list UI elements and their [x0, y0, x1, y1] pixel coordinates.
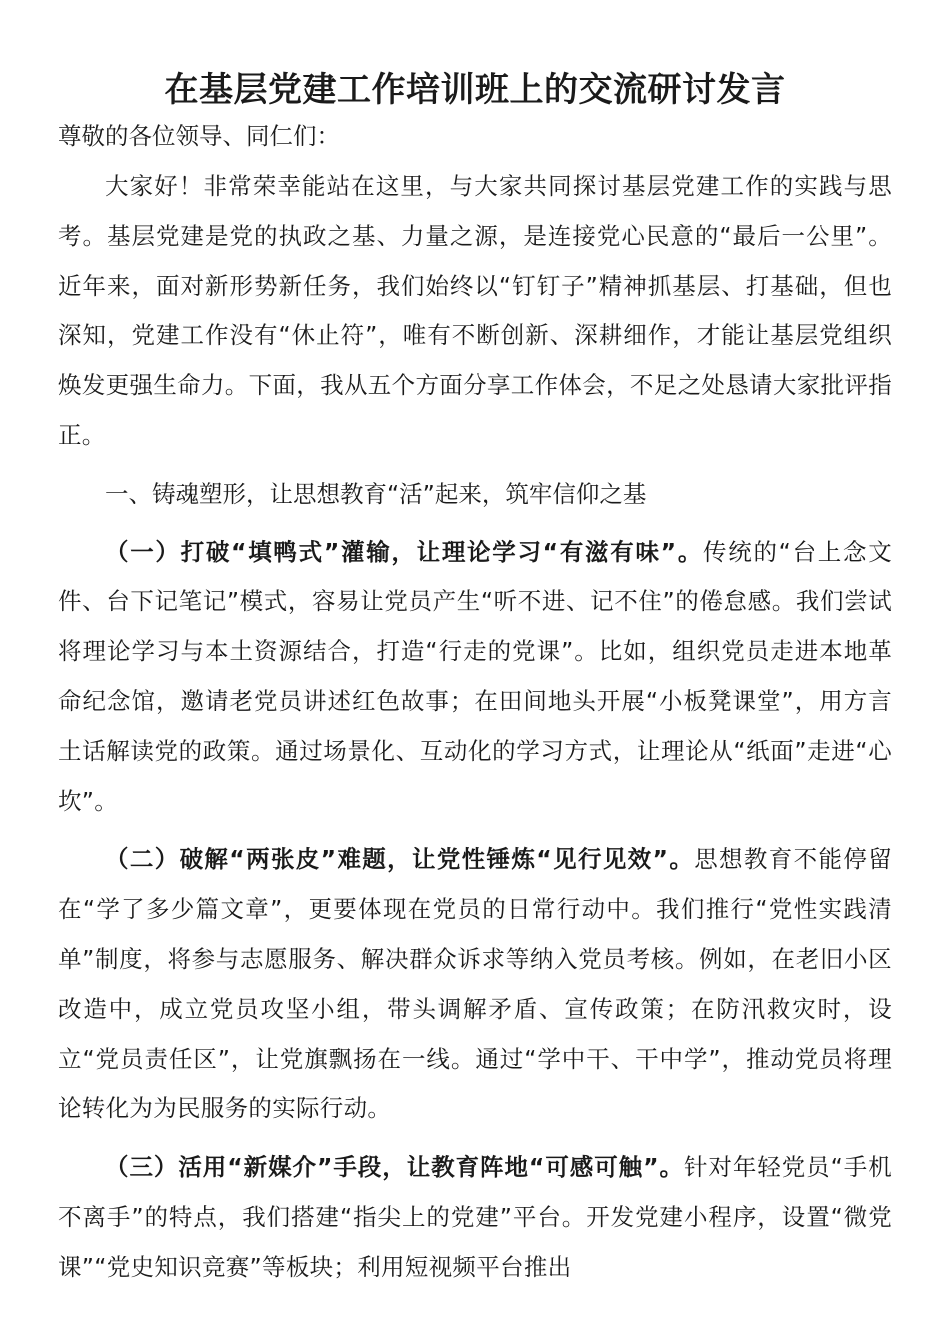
item-body-3: 针对年轻党员“手机不离手”的特点，我们搭建“指尖上的党建”平台。开发党建小程序，设置“微党课”“党史知识竞赛”等板块；利用短视频平台推出	[58, 1153, 893, 1281]
item-body-2: 思想教育不能停留在“学了多少篇文章”，更要体现在党员的日常行动中。我们推行“党性实践清单”制度，将参与志愿服务、解决群众诉求等纳入党员考核。例如，在老旧小区改造中，成立党员攻坚小组，带头调解矛盾、宣传政策；在防汛救灾时，设立“党员责任区”，让党旗飘扬在一线。通过“学中干、干中学”，推动党员将理论转化为为民服务的实际行动。	[58, 845, 892, 1123]
item-lead-1: （一）打破“填鸭式”灌输，让理论学习“有滋有味”。	[105, 537, 704, 566]
intro-paragraph: 大家好！非常荣幸能站在这里，与大家共同探讨基层党建工作的实践与思考。基层党建是党的执政之基、力量之源，是连接党心民意的“最后一公里”。近年来，面对新形势新任务，我们始终以“钉钉子”精神抓基层、打基础，但也深知，党建工作没有“休止符”，唯有不断创新、深耕细作，才能让基层党组织焕发更强生命力。下面，我从五个方面分享工作体会，不足之处恳请大家批评指正。	[58, 172, 892, 449]
item-paragraph-3	[58, 1143, 892, 1292]
salutation: 尊敬的各位领导、同仁们：	[58, 122, 340, 150]
item-body-1: 传统的“台上念文件、台下记笔记”模式，容易让党员产生“听不进、记不住”的倦怠感。我们尝试将理论学习与本土资源结合，打造“行走的党课”。比如，组织党员走进本地革命纪念馆，邀请老党员讲述红色故事；在田间地头开展“小板凳课堂”，用方言土话解读党的政策。通过场景化、互动化的学习方式，让理论从“纸面”走进“心坎”。	[58, 537, 892, 815]
item-lead-3: （三）活用“新媒介”手段，让教育阵地“可感可触”。	[105, 1153, 684, 1182]
item-paragraph-2	[58, 835, 892, 1134]
document-page	[58, 58, 892, 1293]
item-paragraph-1	[58, 528, 892, 827]
section-heading-1: 一、铸魂塑形，让思想教育“活”起来，筑牢信仰之基	[105, 479, 647, 508]
document-title: 在基层党建工作培训班上的交流研讨发言	[164, 70, 786, 110]
item-lead-2: （二）破解“两张皮”难题，让党性锤炼“见行见效”。	[105, 845, 695, 874]
